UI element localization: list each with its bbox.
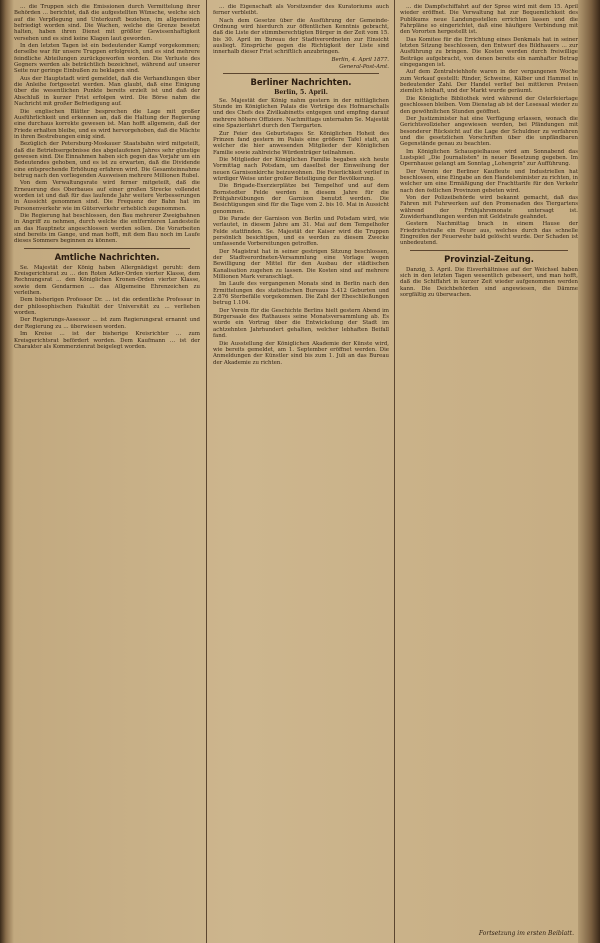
left-column xyxy=(14,4,200,939)
paragraph: Bezüglich der Petersburg-Moskauer Staatsbahn wird mitgeteilt, daß die Betriebsergebnisse des abgelaufenen Jahres sehr günstige gewesen sind. Die Einnahmen haben sich gegen das Vorjahr um ein Bedeutendes gehoben, und es ist zu erwarten, daß die Dividende eine entsprechende Erhöhung erfahren wird. Die Gesamteinnahme betrug nach den vorliegenden Ausweisen mehrere Millionen Rubel. xyxy=(14,141,200,179)
paragraph: Se. Majestät der König nahm gestern in der mittäglichen Stunde im Königlichen Palais die Vorträge des Hofmarschalls und des Chefs des Zivilkabinetts entgegen und empfing darauf mehrere höhere Offiziere. Nachmittags unternahm Se. Majestät eine Spazierfahrt durch den Tiergarten. xyxy=(213,97,389,130)
paragraph: … die Eigenschaft als Vorsitzender des Kuratoriums auch ferner verbleibt. xyxy=(213,4,389,17)
column-rule xyxy=(394,0,395,943)
paragraph: Die Mitglieder der Königlichen Familie begaben sich heute Vormittag nach Potsdam, um daselbst der Einweihung der neuen Garnisonkirche beizuwohnen. Die Feierlichkeit verlief in würdiger Weise unter großer Beteiligung der Bevölkerung. xyxy=(213,156,389,182)
paragraph: Das Komitee für die Errichtung eines Denkmals hat in seiner letzten Sitzung beschlossen, den Entwurf des Bildhauers … zur Ausführung zu bringen. Die Kosten werden durch freiwillige Beiträge aufgebracht, von denen bereits ein namhafter Betrag eingegangen ist. xyxy=(400,36,578,69)
section-divider xyxy=(223,73,379,74)
paragraph: Der Regierungs-Assessor … ist zum Regierungsrat ernannt und der Regierung zu … überwiesen worden. xyxy=(14,317,200,330)
paragraph: Die englischen Blätter besprechen die Lage mit großer Ausführlichkeit und erkennen an, daß die Haltung der Regierung eine durchaus korrekte gewesen ist. Man hofft allgemein, daß der Friede erhalten bleibe, und es wird hervorgehoben, daß die Mächte in ihren Bestrebungen einig sind. xyxy=(14,108,200,140)
paragraph: Von dem Verwaltungsrate wird ferner mitgeteilt, daß die Erneuerung des Oberbaues auf einer großen Strecke vollendet worden ist und daß für das laufende Jahr weitere Verbesserungen in Aussicht genommen sind. Die Frequenz der Bahn hat im Personenverkehr wie im Güterverkehr erheblich zugenommen. xyxy=(14,180,200,212)
paragraph: Der Justizminister hat eine Verfügung erlassen, wonach die Gerichtsvollzieher angewiesen werden, bei Pfändungen mit besonderer Rücksicht auf die Lage der Schuldner zu verfahren und die gesetzlichen Vorschriften über die unpfändbaren Gegenstände genau zu beachten. xyxy=(400,115,578,148)
paragraph: Zur Feier des Geburtstages Sr. Königlichen Hoheit des Prinzen fand gestern im Palais eine größere Tafel statt, an welcher die hier anwesenden Mitglieder der Königlichen Familie sowie zahlreiche Würdenträger teilnahmen. xyxy=(213,130,389,156)
page-edge xyxy=(578,0,600,943)
provinzial-text xyxy=(400,267,578,299)
paragraph: Im Königlichen Schauspielhause wird am Sonnabend das Lustspiel „Die Journalisten" in neuer Besetzung gegeben. Im Opernhause gelangt am Sonntag „Lohengrin" zur Aufführung. xyxy=(400,148,578,168)
section-divider xyxy=(24,248,190,249)
paragraph: Aus der Hauptstadt wird gemeldet, daß die Verhandlungen über die Anleihe fortgesetzt werden. Man glaubt, daß eine Einigung über die wesentlichen Punkte bereits erzielt ist und daß der Abschluß in kurzer Frist erfolgen wird. Die Börse nahm die Nachricht mit großer Befriedigung auf. xyxy=(14,75,200,108)
section-title-berliner: Berliner Nachrichten. xyxy=(250,77,352,88)
continuation-note: Fortsetzung im ersten Beiblatt. xyxy=(478,930,574,937)
paragraph: Die Regierung hat beschlossen, den Bau mehrerer Zweigbahnen in Angriff zu nehmen, durch welche die entfernteren Landesteile an das Hauptnetz angeschlossen werden sollen. Die Vorarbeiten sind bereits im Gange, und man hofft, mit dem Bau noch im Laufe dieses Sommers beginnen zu können. xyxy=(14,213,200,245)
berliner-text xyxy=(213,98,389,366)
section-title-amtliche: Amtliche Nachrichten. xyxy=(54,251,160,262)
paragraph: Nach dem Gesetze über die Ausführung der Gemeinde-Ordnung wird hierdurch zur öffentlichen Kenntnis gebracht, daß die Liste der stimmberechtigten Bürger in der Zeit vom 15. bis 30. April im Bureau der Stadtverordneten zur Einsicht ausliegt. Einsprüche gegen die Richtigkeit der Liste sind innerhalb dieser Frist schriftlich anzubringen. xyxy=(213,17,389,56)
amtliche-text xyxy=(14,265,200,350)
paragraph: Die Parade der Garnison von Berlin und Potsdam wird, wie verlautet, in diesem Jahre am 31. Mai auf dem Tempelhofer Felde stattfinden. Se. Majestät der Kaiser wird die Truppen persönlich besichtigen, und es werden zu diesem Zwecke umfassende Vorbereitungen getroffen. xyxy=(213,215,389,248)
paragraph: Die Ausstellung der Königlichen Akademie der Künste wird, wie bereits gemeldet, am 1. September eröffnet werden. Die Anmeldungen der Künstler sind bis zum 1. Juli an das Bureau der Akademie zu richten. xyxy=(213,340,389,366)
paragraph: Auf dem Zentralviehhofe waren in der vergangenen Woche zum Verkauf gestellt: Rinder, Schweine, Kälber und Hammel in bedeutender Zahl. Der Handel verlief bei mittleren Preisen ziemlich lebhaft, und der Markt wurde geräumt. xyxy=(400,69,578,95)
section-divider xyxy=(410,250,568,251)
paragraph: Se. Majestät der König haben Allergnädigst geruht: dem Kreisgerichtsrat zu … den Roten Adler-Orden vierter Klasse, dem Rechnungsrat … den Königlichen Kronen-Orden vierter Klasse, sowie dem Gendarmen … das Allgemeine Ehrenzeichen zu verleihen. xyxy=(14,264,200,297)
paragraph: Dem bisherigen Professor Dr. … ist die ordentliche Professur in der philosophischen Fakultät der Universität zu … verliehen worden. xyxy=(14,297,200,317)
section-dateline: Berlin, 5. April. xyxy=(274,89,328,97)
paragraph: Im Kreise … ist der bisherige Kreisrichter … zum Kreisgerichtsrat befördert worden. Dem Kaufmann … ist der Charakter als Kommerzienrat beigelegt worden. xyxy=(14,331,200,350)
paragraph: Der Verein für die Geschichte Berlins hielt gestern Abend im Bürgersaale des Rathauses seine Monatsversammlung ab. Es wurde ein Vortrag über die Entwickelung der Stadt im achtzehnten Jahrhundert gehalten, welcher lebhaften Beifall fand. xyxy=(213,307,389,340)
paragraph: … die Truppen sich die Emissionen durch Vermittelung ihrer Behörden … berichtet, daß die aufgestellten Wünsche, welche sich auf die Verpflegung und Unterkunft beziehen, im allgemeinen befriedigt worden sind. Die Wachen, welche die Grenze besetzt halten, haben ihren Dienst mit größter Gewissenhaftigkeit versehen und es sind keine Klagen laut geworden. xyxy=(14,4,200,42)
paragraph: In den letzten Tagen ist ein bedeutender Kampf vorgekommen; derselbe war für unsere Truppen erfolgreich, und es sind mehrere feindliche Abteilungen zurückgeworfen worden. Die Verluste des Gegners werden als beträchtlich bezeichnet, während auf unserer Seite nur geringe Einbußen zu beklagen sind. xyxy=(14,43,200,75)
section-title-provinzial: Provinzial-Zeitung. xyxy=(444,253,534,264)
middle-top-text xyxy=(213,4,389,56)
paragraph: Die Brigade-Exerzierplätze bei Tempelhof und auf dem Bornstedter Felde werden in diesem Jahre für die Frühjahrsübungen der Garnison benutzt werden. Die Besichtigungen sind für die Tage vom 2. bis 10. Mai in Aussicht genommen. xyxy=(213,183,389,215)
right-top-text xyxy=(400,4,578,247)
column-rule xyxy=(206,0,207,943)
right-column xyxy=(400,4,578,939)
left-top-text xyxy=(14,4,200,245)
paragraph: Im Laufe des vergangenen Monats sind in Berlin nach den Ermittelungen des statistischen Bureaus 3.412 Geburten und 2.876 Sterbefälle vorgekommen. Die Zahl der Eheschließungen betrug 1.104. xyxy=(213,281,389,307)
notice-signature-name: General-Post-Amt. xyxy=(339,64,389,71)
paragraph: Der Magistrat hat in seiner gestrigen Sitzung beschlossen, der Stadtverordneten-Versammlung eine Vorlage wegen Bewilligung der Mittel für den Ausbau der städtischen Kanalisation zugehen zu lassen. Die Kosten sind auf mehrere Millionen Mark veranschlagt. xyxy=(213,248,389,281)
middle-column xyxy=(213,4,389,939)
paragraph: Der Verein der Berliner Kaufleute und Industriellen hat beschlossen, eine Eingabe an den Handelsminister zu richten, in welcher um eine Ermäßigung der Frachttarife für den Verkehr nach den östlichen Provinzen gebeten wird. xyxy=(400,168,578,194)
notice-signature-date: Berlin, 4. April 1877. xyxy=(331,56,389,63)
paragraph: Gestern Nachmittag brach in einem Hause der Friedrichstraße ein Feuer aus, welches durch das schnelle Eingreifen der Feuerwehr bald gelöscht wurde. Der Schaden ist unbedeutend. xyxy=(400,221,578,247)
paragraph: Danzig, 3. April. Die Eisverhältnisse auf der Weichsel haben sich in den letzten Tagen wesentlich gebessert, und man hofft, daß die Schiffahrt in kurzer Zeit wieder aufgenommen werden kann. Die Deichbehörden sind angewiesen, die Dämme sorgfältig zu überwachen. xyxy=(400,266,578,299)
paragraph: Die Königliche Bibliothek wird während der Osterfeiertage geschlossen bleiben. Vom Dienstag ab ist der Lesesaal wieder zu den gewöhnlichen Stunden geöffnet. xyxy=(400,95,578,115)
paragraph: … die Dampfschiffahrt auf der Spree wird mit dem 15. April wieder eröffnet. Die Verwaltung hat zur Bequemlichkeit des Publikums neue Landungsstellen errichten lassen und die Fahrpläne so eingerichtet, daß eine häufigere Verbindung mit den Vororten hergestellt ist. xyxy=(400,4,578,36)
paragraph: Von der Polizeibehörde wird bekannt gemacht, daß das Fahren mit Fuhrwerken auf den Promenaden des Tiergartens während der Frühjahrsmonate untersagt ist. Zuwiderhandlungen werden mit Geldstrafe geahndet. xyxy=(400,194,578,220)
